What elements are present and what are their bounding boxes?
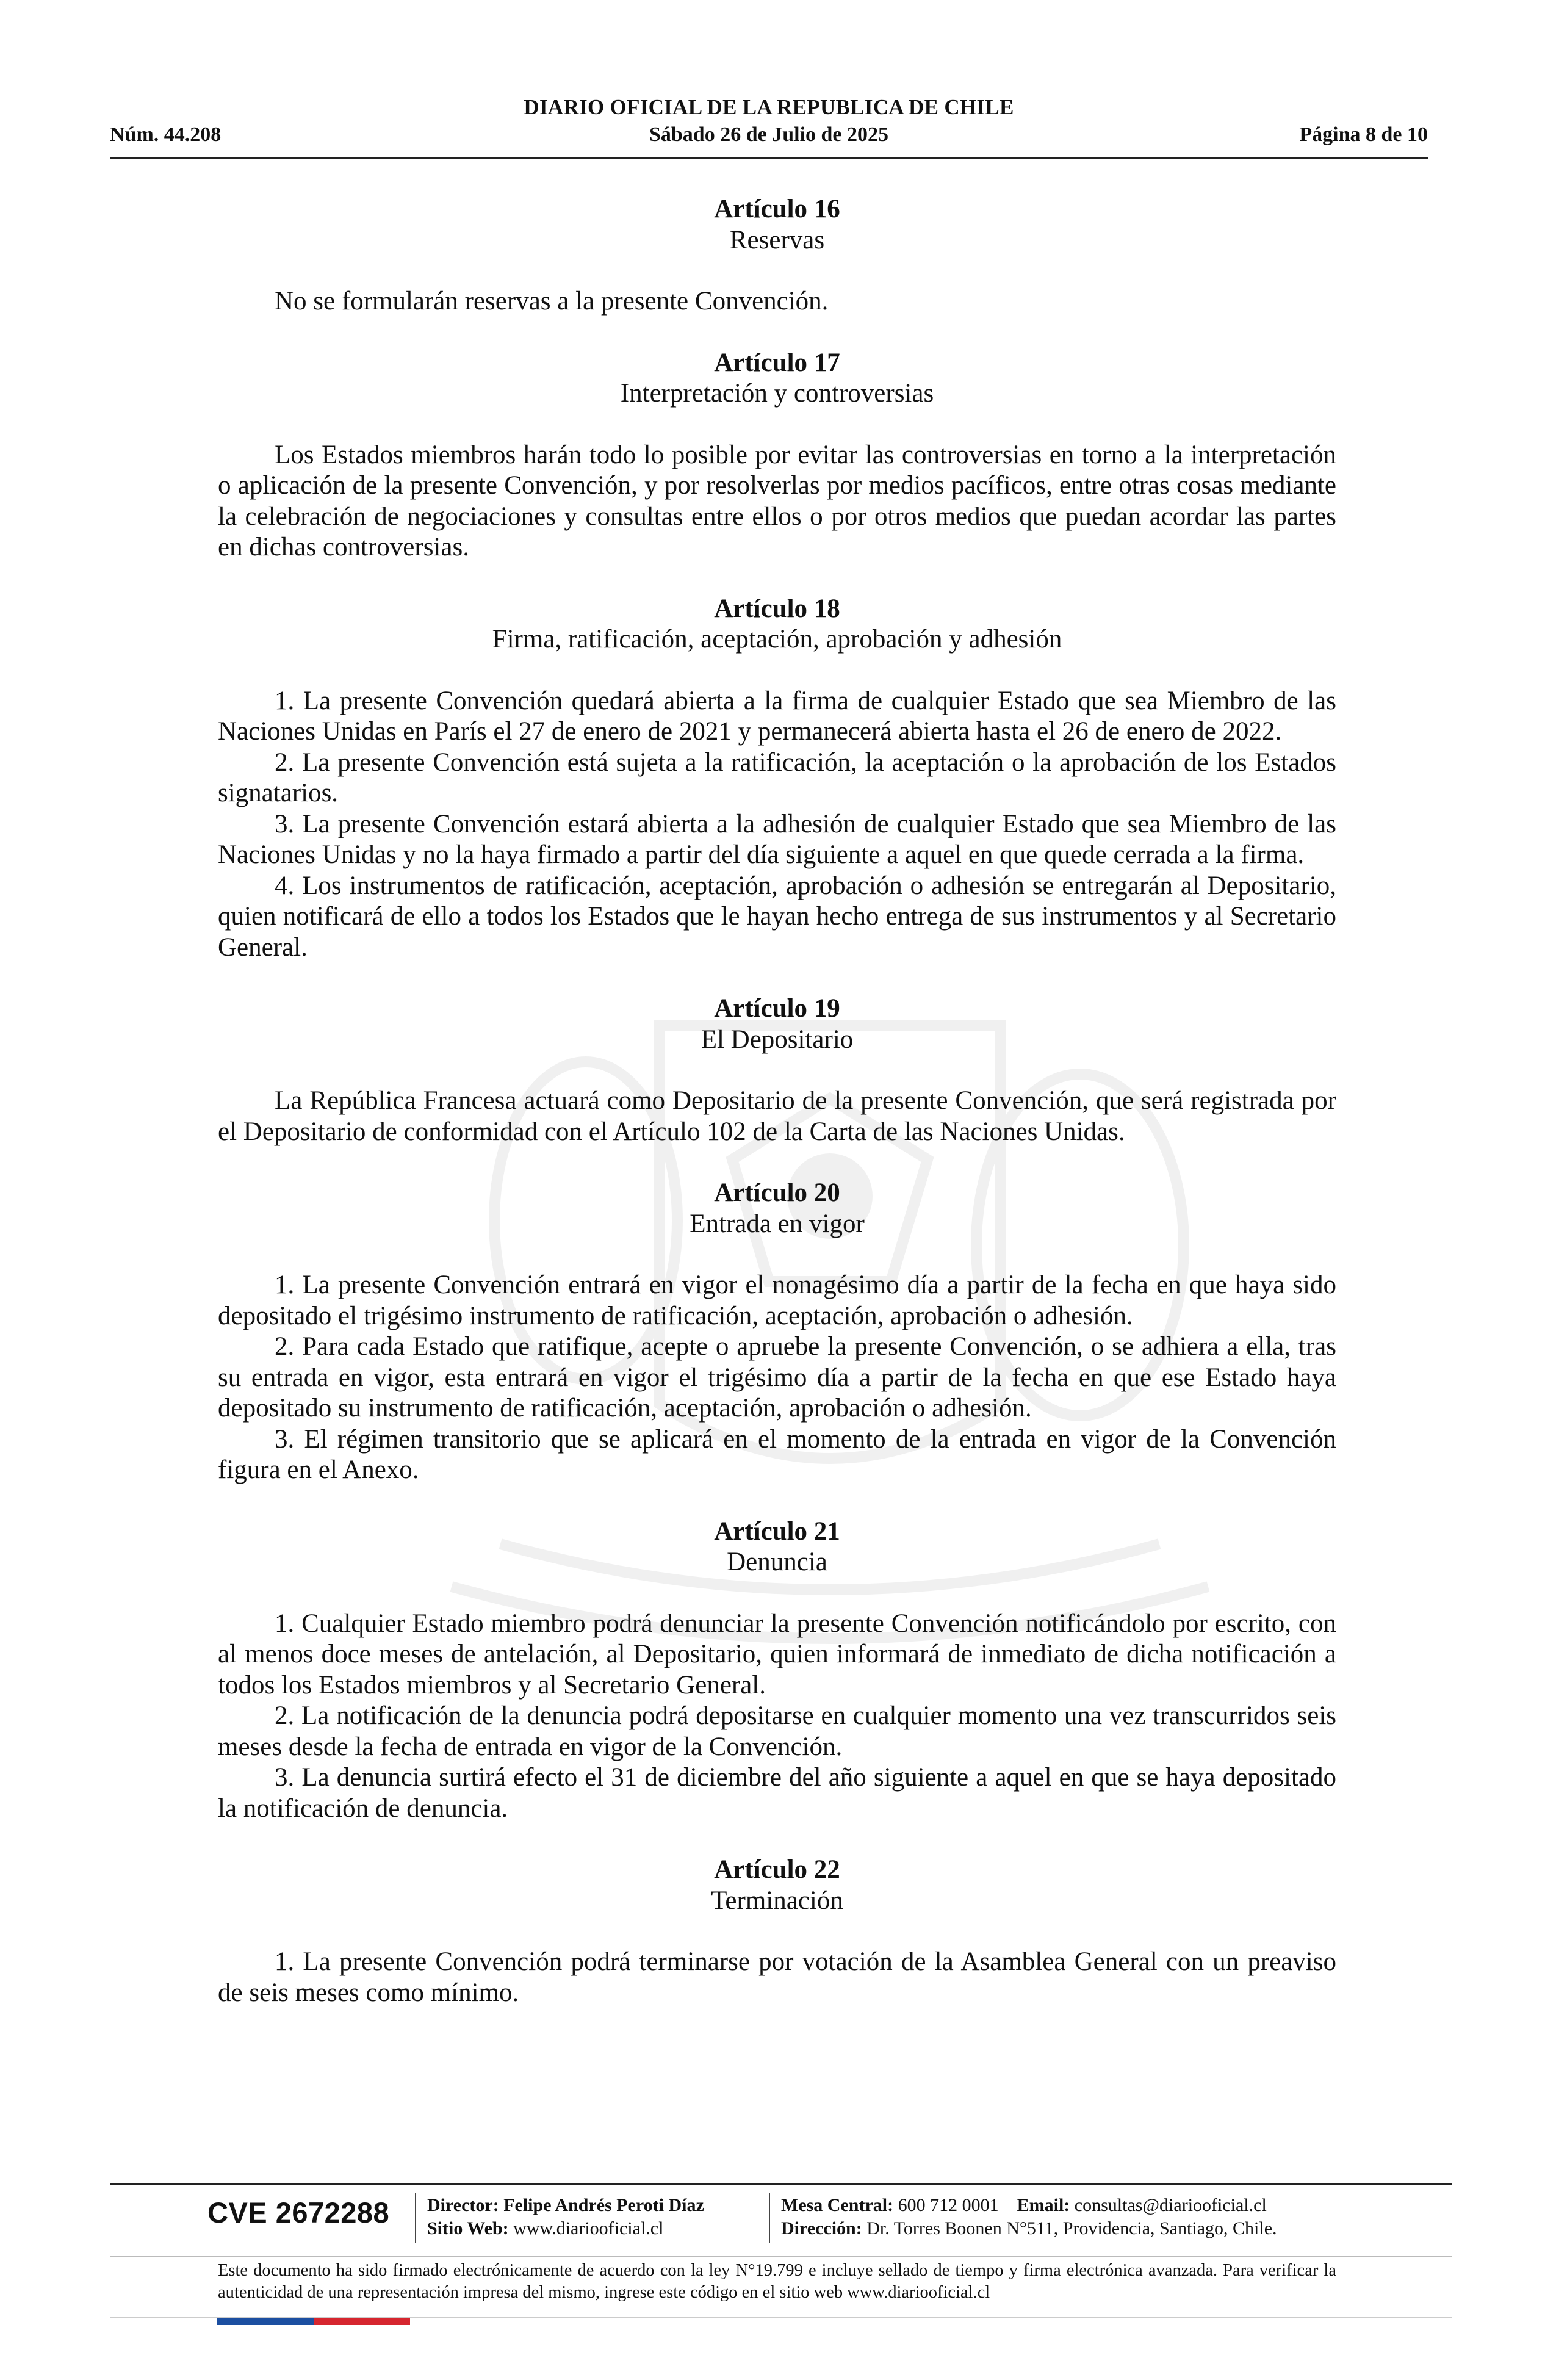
email-label: Email:	[1017, 2195, 1070, 2215]
flag-blue-segment	[217, 2318, 314, 2325]
flag-red-segment	[314, 2318, 410, 2325]
article-subtitle: Firma, ratificación, aceptación, aprobación y adhesión	[492, 625, 1062, 654]
page-header	[110, 92, 1428, 159]
article-21	[218, 1516, 1336, 1825]
article-title: Artículo 16	[714, 195, 840, 223]
article-subtitle: Interpretación y controversias	[620, 379, 934, 408]
footer-contact-left	[427, 2194, 704, 2240]
article-paragraph: 1. Cualquier Estado miembro podrá denunciar la presente Convención notificándolo por escrito, con al menos doce meses de antelación, al Depositario, quien informará de inmediato de dicha notificación a todos los Estados miembros y al Secretario General.	[218, 1609, 1336, 1700]
article-paragraph: La República Francesa actuará como Depositario de la presente Convención, que será registrada por el Depositario de conformidad con el Artículo 102 de la Carta de las Naciones Unidas.	[218, 1086, 1336, 1146]
footer-contact-right	[781, 2194, 1277, 2240]
header-divider	[110, 157, 1428, 159]
article-subtitle: Reservas	[729, 225, 825, 254]
footer-separator	[769, 2193, 770, 2243]
article-title: Artículo 19	[714, 994, 840, 1023]
issue-date: Sábado 26 de Julio de 2025	[649, 123, 889, 146]
flag-stripe	[217, 2318, 410, 2325]
article-title: Artículo 17	[714, 348, 840, 377]
legal-notice: Este documento ha sido firmado electrónicamente de acuerdo con la ley N°19.799 e incluye sellado de tiempo y firma electrónica avanzada. Para verificar la autenticidad de una representación impresa del mismo, ingrese este código en el sitio web www.diariooficial.cl	[218, 2261, 1336, 2302]
article-paragraph: No se formularán reservas a la presente Convención.	[275, 287, 829, 316]
article-paragraph: 3. La denuncia surtirá efecto el 31 de diciembre del año siguiente a aquel en que se haya depositado la notificación de denuncia.	[218, 1763, 1336, 1823]
newspaper-name: DIARIO OFICIAL DE LA REPUBLICA DE CHILE	[524, 95, 1014, 119]
footer-separator	[415, 2193, 416, 2243]
article-title: Artículo 21	[714, 1516, 840, 1546]
article-paragraph: 4. Los instrumentos de ratificación, aceptación, aprobación o adhesión se entregarán al Depositario, quien notificará de ello a todos los Estados que le hayan hecho entrega de sus instrumentos y al Secretario General.	[218, 871, 1336, 962]
article-paragraph: Los Estados miembros harán todo lo posible por evitar las controversias en torno a la interpretación o aplicación de la presente Convención, y por resolverlas por medios pacíficos, entre otras cosas mediante la celebración de negociaciones y consultas entre ellos o por otros medios que puedan acordar las partes en dichas controversias.	[218, 440, 1336, 561]
article-paragraph: 2. Para cada Estado que ratifique, acepte o apruebe la presente Convención, o se adhiera a ella, tras su entrada en vigor, esta entrará en vigor el trigésimo día a partir de la fecha en que ese Estado haya depositado su instrumento de ratificación, aceptación, aprobación o adhesión.	[218, 1332, 1336, 1423]
article-subtitle: Denuncia	[727, 1548, 827, 1576]
issue-number: Núm. 44.208	[110, 123, 222, 146]
article-paragraph: 3. El régimen transitorio que se aplicará en el momento de la entrada en vigor de la Convención figura en el Anexo.	[218, 1424, 1336, 1484]
footer-divider	[110, 2183, 1452, 2185]
email-link[interactable]: consultas@diariooficial.cl	[1074, 2195, 1267, 2215]
page-footer	[110, 2188, 1452, 2255]
director-name: Felipe Andrés Peroti Díaz	[503, 2195, 704, 2215]
director-label: Director:	[427, 2195, 499, 2215]
article-paragraph: 2. La notificación de la denuncia podrá depositarse en cualquier momento una vez transcurridos seis meses desde la fecha de entrada en vigor de la Convención.	[218, 1701, 1336, 1761]
address-label: Dirección:	[781, 2218, 862, 2238]
phone-number: 600 712 0001	[898, 2195, 999, 2215]
site-label: Sitio Web:	[427, 2218, 509, 2238]
page-number: Página 8 de 10	[1299, 123, 1428, 146]
article-22	[218, 1855, 1336, 2008]
article-paragraph: 2. La presente Convención está sujeta a la ratificación, la aceptación o la aprobación de los Estados signatarios.	[218, 748, 1336, 807]
phone-label: Mesa Central:	[781, 2195, 894, 2215]
article-16	[218, 194, 1336, 317]
footer-inner-divider	[110, 2256, 1452, 2257]
article-18	[218, 594, 1336, 964]
article-subtitle: Terminación	[711, 1886, 843, 1915]
site-link[interactable]: www.diariooficial.cl	[513, 2218, 664, 2238]
article-19	[218, 993, 1336, 1147]
document-body	[218, 194, 1336, 2008]
article-title: Artículo 22	[714, 1855, 840, 1884]
cve-code: CVE 2672288	[207, 2196, 390, 2229]
article-20	[218, 1178, 1336, 1486]
address-text: Dr. Torres Boonen N°511, Providencia, Santiago, Chile.	[866, 2218, 1277, 2238]
article-paragraph: 1. La presente Convención podrá terminarse por votación de la Asamblea General con un preaviso de seis meses como mínimo.	[218, 1947, 1336, 2007]
article-title: Artículo 18	[714, 594, 840, 623]
article-subtitle: Entrada en vigor	[690, 1209, 865, 1238]
article-paragraph: 1. La presente Convención entrará en vigor el nonagésimo día a partir de la fecha en que haya sido depositado el trigésimo instrumento de ratificación, aceptación, aprobación o adhesión.	[218, 1271, 1336, 1330]
article-paragraph: 1. La presente Convención quedará abierta a la firma de cualquier Estado que sea Miembro de las Naciones Unidas en París el 27 de enero de 2021 y permanecerá abierta hasta el 26 de enero de 2022.	[218, 686, 1336, 746]
article-title: Artículo 20	[714, 1178, 840, 1207]
article-subtitle: El Depositario	[701, 1025, 854, 1054]
article-paragraph: 3. La presente Convención estará abierta a la adhesión de cualquier Estado que sea Miembro de las Naciones Unidas y no la haya firmado a partir del día siguiente a aquel en que quede cerrada a la firma.	[218, 809, 1336, 869]
article-17	[218, 348, 1336, 563]
